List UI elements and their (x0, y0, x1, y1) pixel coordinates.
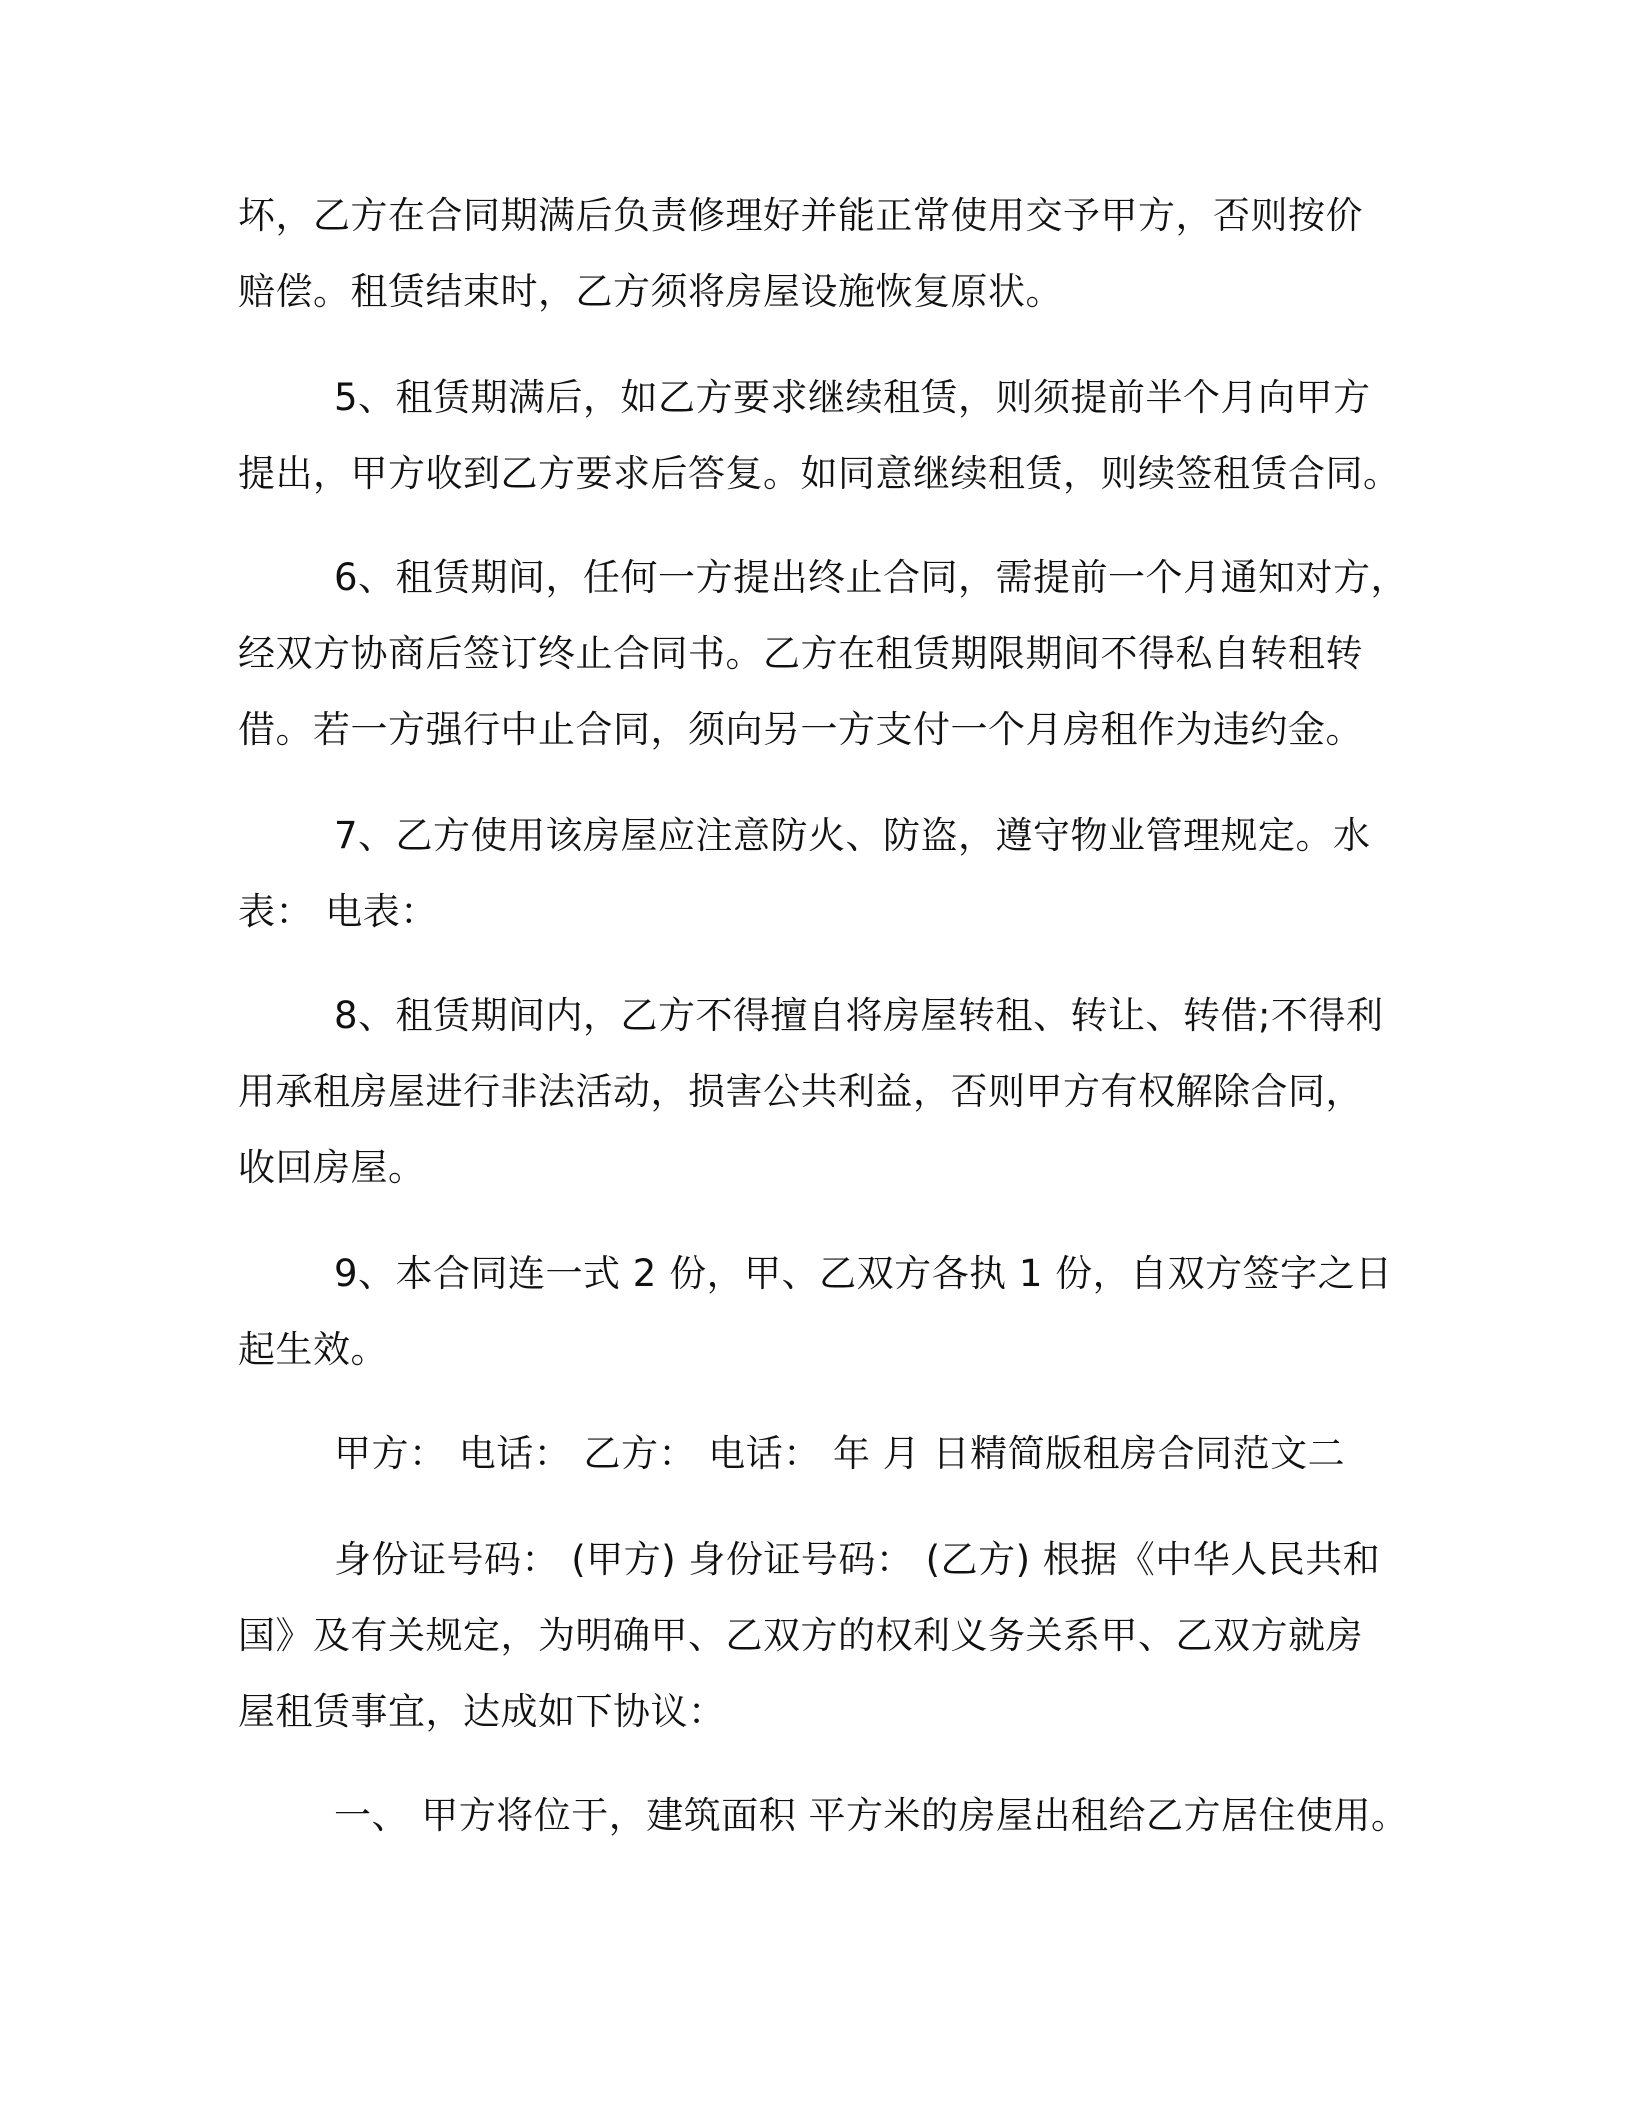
paragraph-8-line: 8、租赁期间内，乙方不得擅自将房屋转租、转让、转借;不得利 (334, 994, 1384, 1037)
signature-line: 甲方： 电话： 乙方： 电话： 年 月 日精简版租房合同范文二 (334, 1432, 1346, 1475)
text-line: 坏，乙方在合同期满后负责修理好并能正常使用交予甲方，否则按价 (238, 194, 1363, 237)
id-paragraph-line: 身份证号码： (甲方) 身份证号码： (乙方) 根据《中华人民共和 (334, 1538, 1381, 1581)
paragraph-7-line: 7、乙方使用该房屋应注意防火、防盗，遵守物业管理规定。水 (334, 814, 1371, 857)
text-line: 国》及有关规定，为明确甲、乙双方的权利义务关系甲、乙双方就房 (238, 1614, 1363, 1657)
paragraph-9-line: 9、本合同连一式 2 份，甲、乙双方各执 1 份，自双方签字之日 (334, 1252, 1393, 1295)
text-line: 起生效。 (238, 1328, 388, 1371)
text-line: 经双方协商后签订终止合同书。乙方在租赁期限期间不得私自转租转 (238, 632, 1363, 675)
paragraph-5-line: 5、租赁期满后，如乙方要求继续租赁，则须提前半个月向甲方 (334, 376, 1371, 419)
text-line: 屋租赁事宜，达成如下协议： (238, 1690, 726, 1733)
text-line: 提出，甲方收到乙方要求后答复。如同意继续租赁，则续签租赁合同。 (238, 452, 1401, 495)
text-line: 赔偿。租赁结束时，乙方须将房屋设施恢复原状。 (238, 270, 1063, 313)
text-line: 表： 电表： (238, 890, 438, 933)
text-line: 用承租房屋进行非法活动，损害公共利益，否则甲方有权解除合同， (238, 1070, 1363, 1113)
text-line: 收回房屋。 (238, 1146, 426, 1189)
paragraph-6-line: 6、租赁期间，任何一方提出终止合同，需提前一个月通知对方， (334, 556, 1409, 599)
clause-1-line: 一、 甲方将位于，建筑面积 平方米的房屋出租给乙方居住使用。 (334, 1794, 1409, 1837)
text-line: 借。若一方强行中止合同，须向另一方支付一个月房租作为违约金。 (238, 708, 1363, 751)
